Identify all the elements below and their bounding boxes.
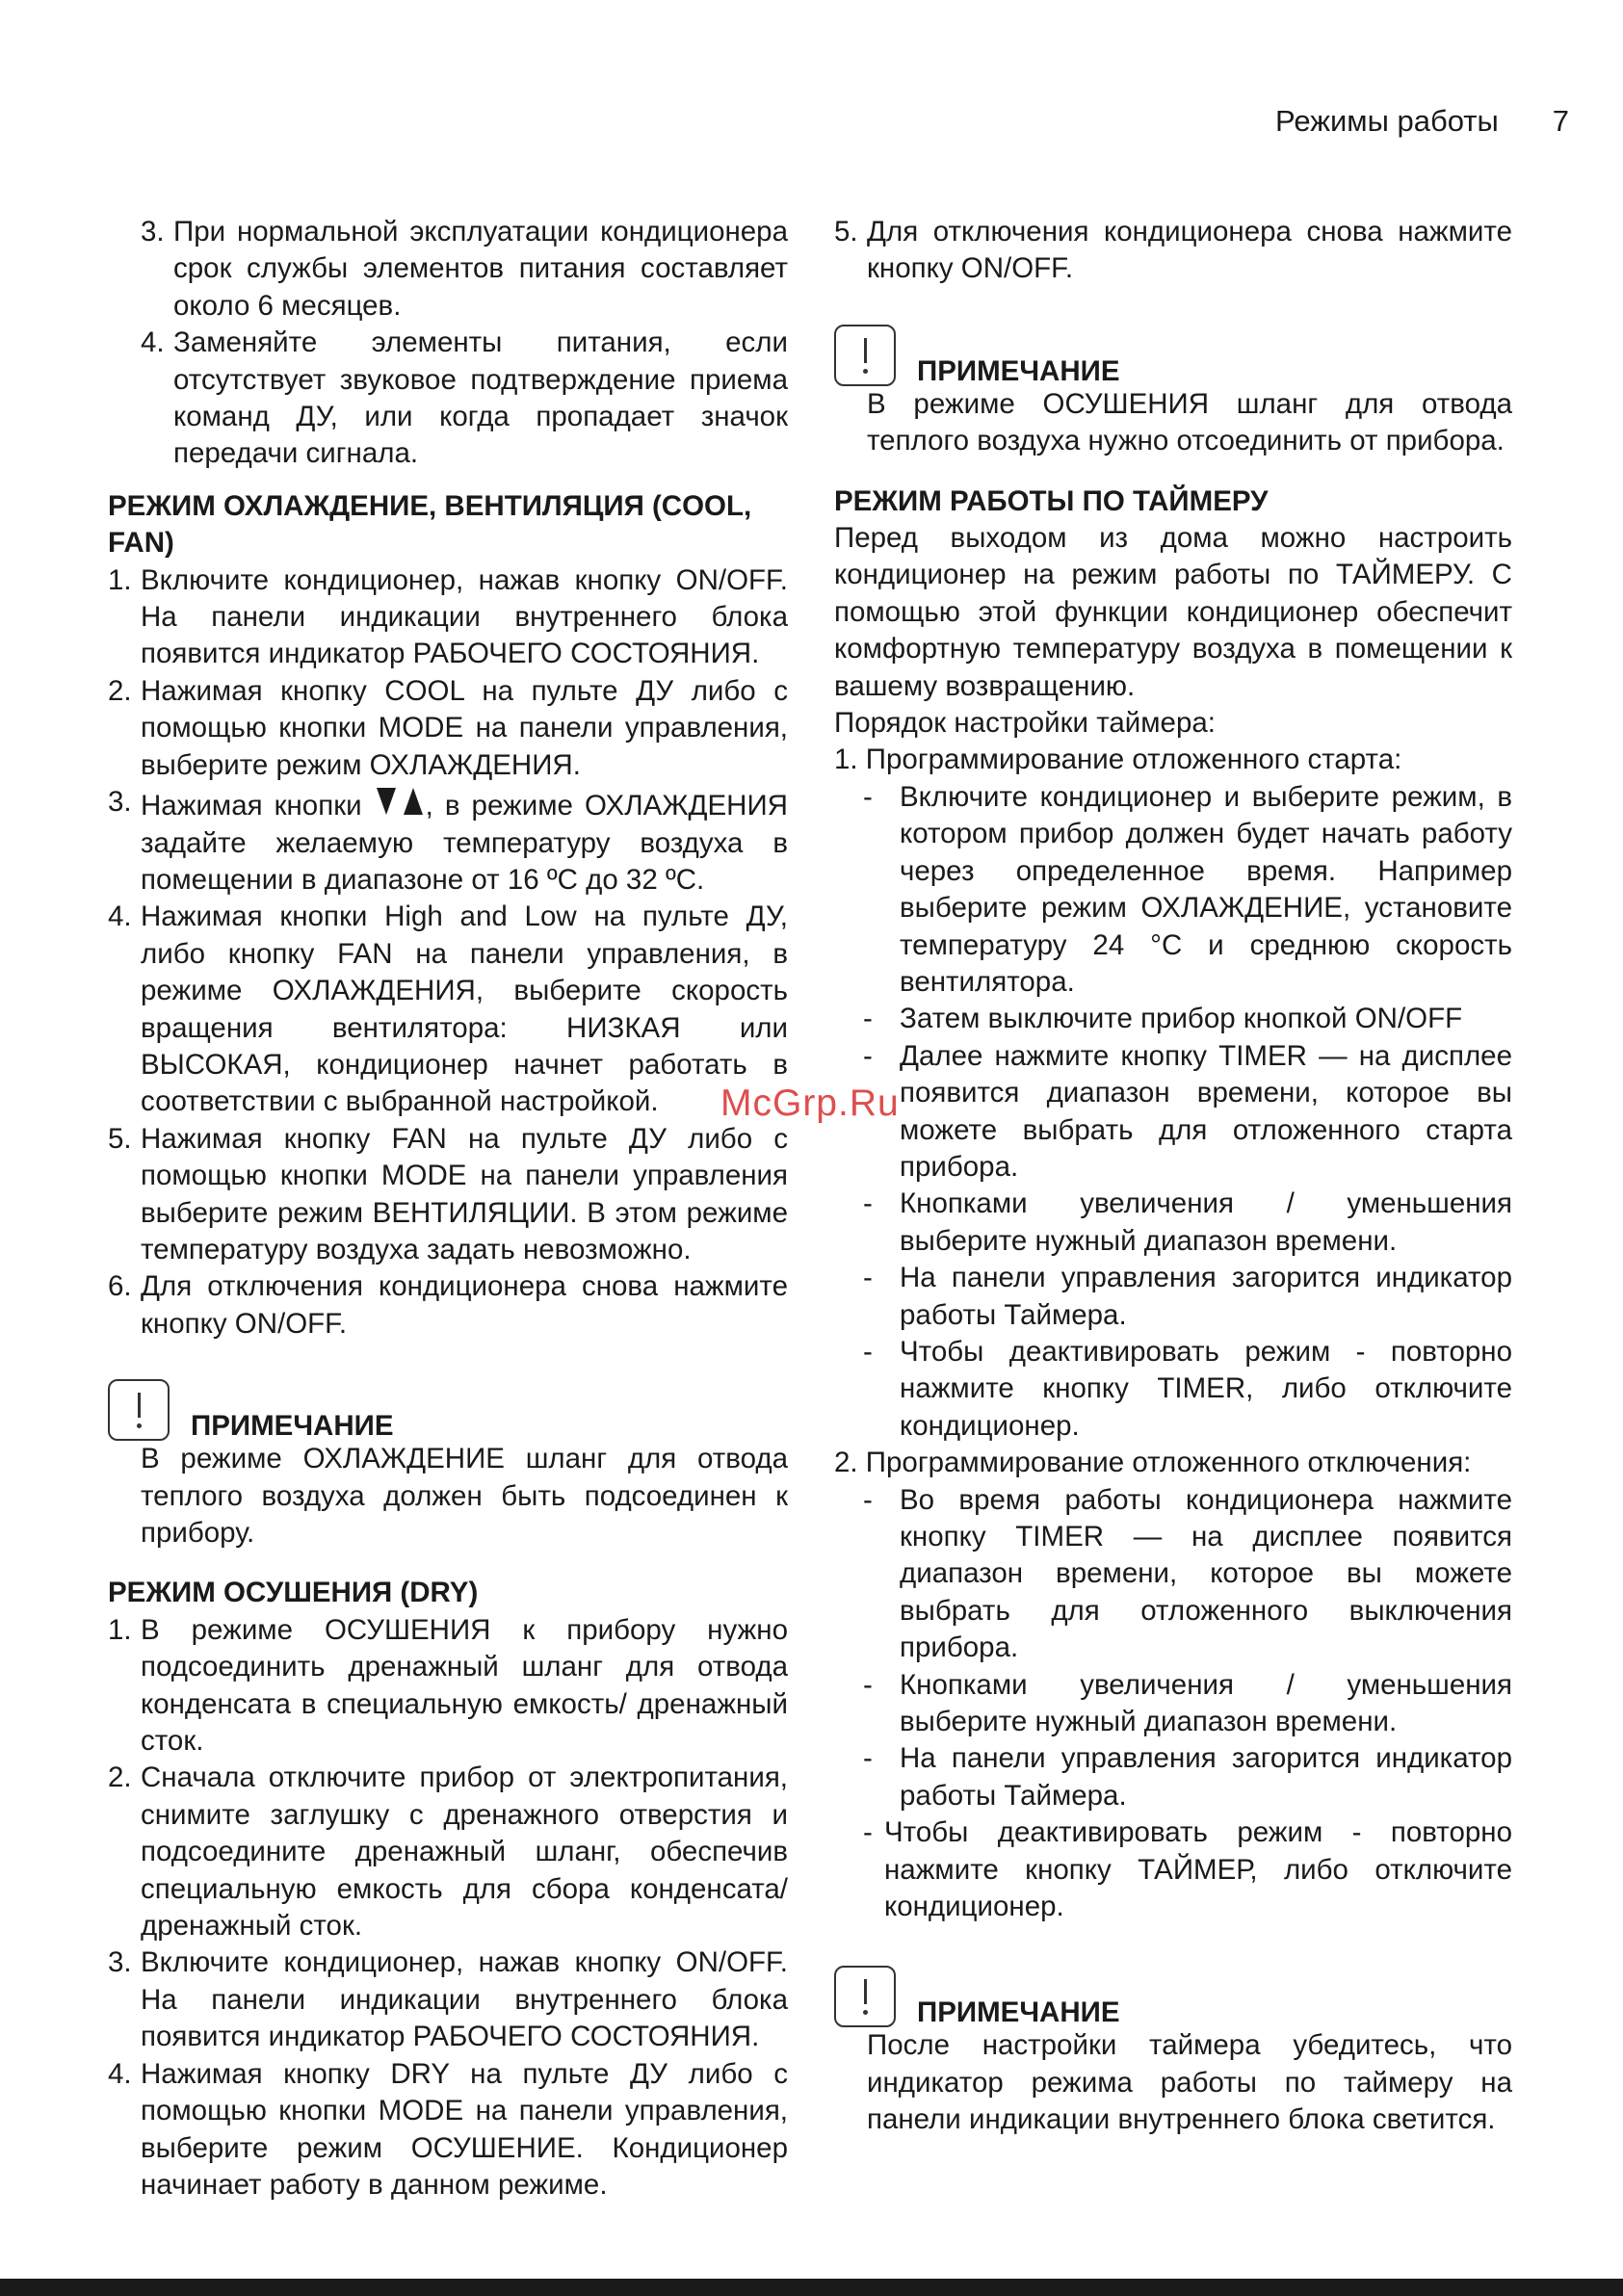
- cool-fan-heading: РЕЖИМ ОХЛАЖДЕНИЕ, ВЕНТИЛЯЦИЯ (COOL, FAN): [108, 489, 752, 560]
- list-item: - Кнопками увеличения / уменьшения выберите нужный диапазон времени.: [834, 1667, 1512, 1741]
- dry-heading: РЕЖИМ ОСУШЕНИЯ (DRY): [108, 1577, 479, 1609]
- note-title: ПРИМЕЧАНИЕ: [917, 354, 1120, 387]
- list-item: - Чтобы деактивировать режим - повторно нажмите кнопку ТАЙМЕР, либо отключите кондиционер.: [834, 1814, 1512, 1925]
- left-column: [108, 214, 788, 2204]
- list-item: [108, 784, 788, 899]
- item-number: 3.: [108, 786, 132, 819]
- list-item: [108, 899, 788, 1120]
- exclamation-icon: [834, 325, 896, 386]
- item-number: 3.: [141, 216, 165, 248]
- step-text: Чтобы деактивировать режим - повторно нажмите кнопку ТАЙМЕР, либо отключите кондиционер.: [884, 1816, 1512, 1923]
- page-number: 7: [1552, 104, 1569, 138]
- item-number: 2.: [108, 674, 132, 707]
- watermark: McGrp.Ru: [720, 1083, 900, 1124]
- page-header: [1275, 104, 1569, 139]
- note-block: [108, 1379, 788, 1552]
- note-header: [108, 1379, 788, 1441]
- delayed-stop-steps: [834, 1482, 1512, 1926]
- item-text: Заменяйте элементы питания, если отсутствует звуковое подтверждение приема команд ДУ, или когда пропадает значок передачи сигнала.: [173, 326, 788, 470]
- list-item: [108, 1121, 788, 1269]
- note-body: После настройки таймера убедитесь, что индикатор режима работы по таймеру на панели индикации внутреннего блока светится.: [867, 2029, 1512, 2136]
- note-body: В режиме ОСУШЕНИЯ шланг для отвода теплого воздуха нужно отсоединить от прибора.: [867, 387, 1512, 457]
- item-text: Нажимая кнопку FAN на пульте ДУ либо с помощью кнопки MODE на панели управления выберите режим ВЕНТИЛЯЦИИ. В этом режиме температуру воздуха задать невозможно.: [141, 1122, 788, 1265]
- item-number: 5.: [108, 1122, 132, 1155]
- list-item: - На панели управления загорится индикатор работы Таймера.: [834, 1260, 1512, 1334]
- step-text: Затем выключите прибор кнопкой ON/OFF: [900, 1003, 1463, 1035]
- item-text: Для отключения кондиционера снова нажмите кнопку ON/OFF.: [141, 1270, 788, 1340]
- item-text: Сначала отключите прибор от электропитания, снимите заглушку с дренажного отверстия и подсоедините дренажный шланг, обеспечив специальную емкость для сбора конденсата/ дренажный сток.: [141, 1761, 788, 1943]
- step-text: Во время работы кондиционера нажмите кнопку TIMER — на дисплее появится диапазон времени, которое вы можете выбрать для отложенного выключения прибора.: [900, 1483, 1512, 1664]
- list-item: - Затем выключите прибор кнопкой ON/OFF: [834, 1001, 1512, 1037]
- item-text: Включите кондиционер, нажав кнопку ON/OFF. На панели индикации внутреннего блока появится индикатор РАБОЧЕГО СОСТОЯНИЯ.: [141, 1946, 788, 2053]
- list-item: - Далее нажмите кнопку TIMER — на дисплее появится диапазон времени, которое вы можете выбрать для отложенного старта прибора.: [834, 1038, 1512, 1187]
- exclamation-icon: [108, 1379, 170, 1441]
- item-number: 5.: [834, 216, 858, 248]
- step-text: Включите кондиционер и выберите режим, в котором прибор должен будет начать работу через определенное время. Например выберите режим ОХЛАЖДЕНИЕ, установите температуру 24 °C и среднюю скорость вентилятора.: [900, 780, 1512, 998]
- item-number: 6.: [108, 1270, 132, 1303]
- item-text: Нажимая кнопки High and Low на пульте ДУ, либо кнопку FAN на панели управления, в режиме ОХЛАЖДЕНИЯ, выберите скорость вращения вентилятора: НИЗКАЯ или ВЫСОКАЯ, кондиционер начнет работать в соответствии с выбранной настройкой.: [141, 900, 788, 1118]
- step-text: Кнопками увеличения / уменьшения выберите нужный диапазон времени.: [900, 1668, 1512, 1738]
- item-number: 2.: [108, 1761, 132, 1794]
- item-number: 4.: [108, 2057, 132, 2090]
- list-item: [108, 1944, 788, 2055]
- delayed-start-steps: [834, 779, 1512, 1445]
- item-text: Нажимая кнопку COOL на пульте ДУ либо с помощью кнопки MODE на панели управления, выберите режим ОХЛАЖДЕНИЯ.: [141, 674, 788, 781]
- list-item: - Включите кондиционер и выберите режим, в котором прибор должен будет начать работу через определенное время. Например выберите режим ОХЛАЖДЕНИЕ, установите температуру 24 °C и среднюю скорость вентилятора.: [834, 779, 1512, 1001]
- delayed-start-title: 1. Программирование отложенного старта:: [834, 744, 1402, 776]
- list-item: - Во время работы кондиционера нажмите кнопку TIMER — на дисплее появится диапазон времени, которое вы можете выбрать для отложенного выключения прибора.: [834, 1482, 1512, 1667]
- step-text: Кнопками увеличения / уменьшения выберите нужный диапазон времени.: [900, 1187, 1512, 1257]
- item-text: При нормальной эксплуатации кондиционера срок службы элементов питания составляет около 6 месяцев.: [173, 216, 788, 322]
- item-number: 4.: [108, 900, 132, 933]
- delayed-stop-title: 2. Программирование отложенного отключения:: [834, 1447, 1472, 1479]
- list-item: [108, 1268, 788, 1343]
- list-item: [141, 325, 788, 473]
- down-up-triangles-icon: [374, 784, 426, 819]
- list-item: - Чтобы деактивировать режим - повторно нажмите кнопку TIMER, либо отключите кондиционер.: [834, 1334, 1512, 1445]
- item-text: Нажимая кнопку DRY на пульте ДУ либо с помощью кнопки MODE на панели управления, выберите режим ОСУШЕНИЕ. Кондиционер начинает работу в данном режиме.: [141, 2057, 788, 2201]
- note-header: [834, 1966, 1512, 2027]
- dry-list: [108, 1612, 788, 2205]
- list-item: [108, 673, 788, 784]
- timer-heading: РЕЖИМ РАБОТЫ ПО ТАЙМЕРУ: [834, 484, 1269, 517]
- item-text-after: , в режиме ОХЛАЖДЕНИЯ задайте желаемую температуру воздуха в помещении в диапазоне от 16 ºС до 32 ºС.: [141, 790, 788, 896]
- note-header: [834, 325, 1512, 386]
- item-text-before: Нажимая кнопки: [141, 790, 362, 822]
- list-item: [108, 1760, 788, 1944]
- list-item: - На панели управления загорится индикатор работы Таймера.: [834, 1740, 1512, 1814]
- item-number: 4.: [141, 326, 165, 359]
- timer-order: Порядок настройки таймера:: [834, 707, 1216, 740]
- exclamation-icon: [834, 1966, 896, 2027]
- item-text: Для отключения кондиционера снова нажмите кнопку ON/OFF.: [867, 216, 1512, 285]
- item-text: В режиме ОСУШЕНИЯ к прибору нужно подсоединить дренажный шланг для отвода конденсата в специальную емкость/ дренажный сток.: [141, 1613, 788, 1758]
- list-item: [108, 1612, 788, 1761]
- note-body: В режиме ОХЛАЖДЕНИЕ шланг для отвода теплого воздуха должен быть подсоединен к прибору.: [141, 1443, 788, 1549]
- intro-list: [108, 214, 788, 473]
- note-block: [834, 325, 1512, 460]
- item-text: [141, 784, 788, 899]
- list-item: [108, 2056, 788, 2205]
- bottom-rule: [0, 2279, 1623, 2296]
- right-column: [834, 214, 1512, 2139]
- item-text: Включите кондиционер, нажав кнопку ON/OFF. На панели индикации внутреннего блока появится индикатор РАБОЧЕГО СОСТОЯНИЯ.: [141, 563, 788, 670]
- section-title: Режимы работы: [1275, 104, 1499, 138]
- note-title: ПРИМЕЧАНИЕ: [917, 1996, 1120, 2029]
- step-text: На панели управления загорится индикатор работы Таймера.: [900, 1742, 1512, 1812]
- list-item: [108, 562, 788, 673]
- item-number: 1.: [108, 563, 132, 596]
- note-title: ПРИМЕЧАНИЕ: [191, 1410, 394, 1443]
- timer-intro: Перед выходом из дома можно настроить кондиционер на режим работы по ТАЙМЕРУ. С помощью этой функции кондиционер обеспечит комфортную температуру воздуха в помещении к вашему возвращению.: [834, 522, 1512, 702]
- step-text: На панели управления загорится индикатор работы Таймера.: [900, 1262, 1512, 1331]
- list-item: - Кнопками увеличения / уменьшения выберите нужный диапазон времени.: [834, 1186, 1512, 1260]
- cool-fan-list: [108, 562, 788, 1344]
- step-text: Чтобы деактивировать режим - повторно нажмите кнопку TIMER, либо отключите кондиционер.: [900, 1335, 1512, 1442]
- list-item: [141, 214, 788, 325]
- step-text: Далее нажмите кнопку TIMER — на дисплее появится диапазон времени, которое вы можете выбрать для отложенного старта прибора.: [900, 1039, 1512, 1183]
- item-number: 3.: [108, 1946, 132, 1979]
- item-number: 1.: [108, 1613, 132, 1646]
- list-item: [834, 214, 1512, 288]
- note-block: [834, 1966, 1512, 2138]
